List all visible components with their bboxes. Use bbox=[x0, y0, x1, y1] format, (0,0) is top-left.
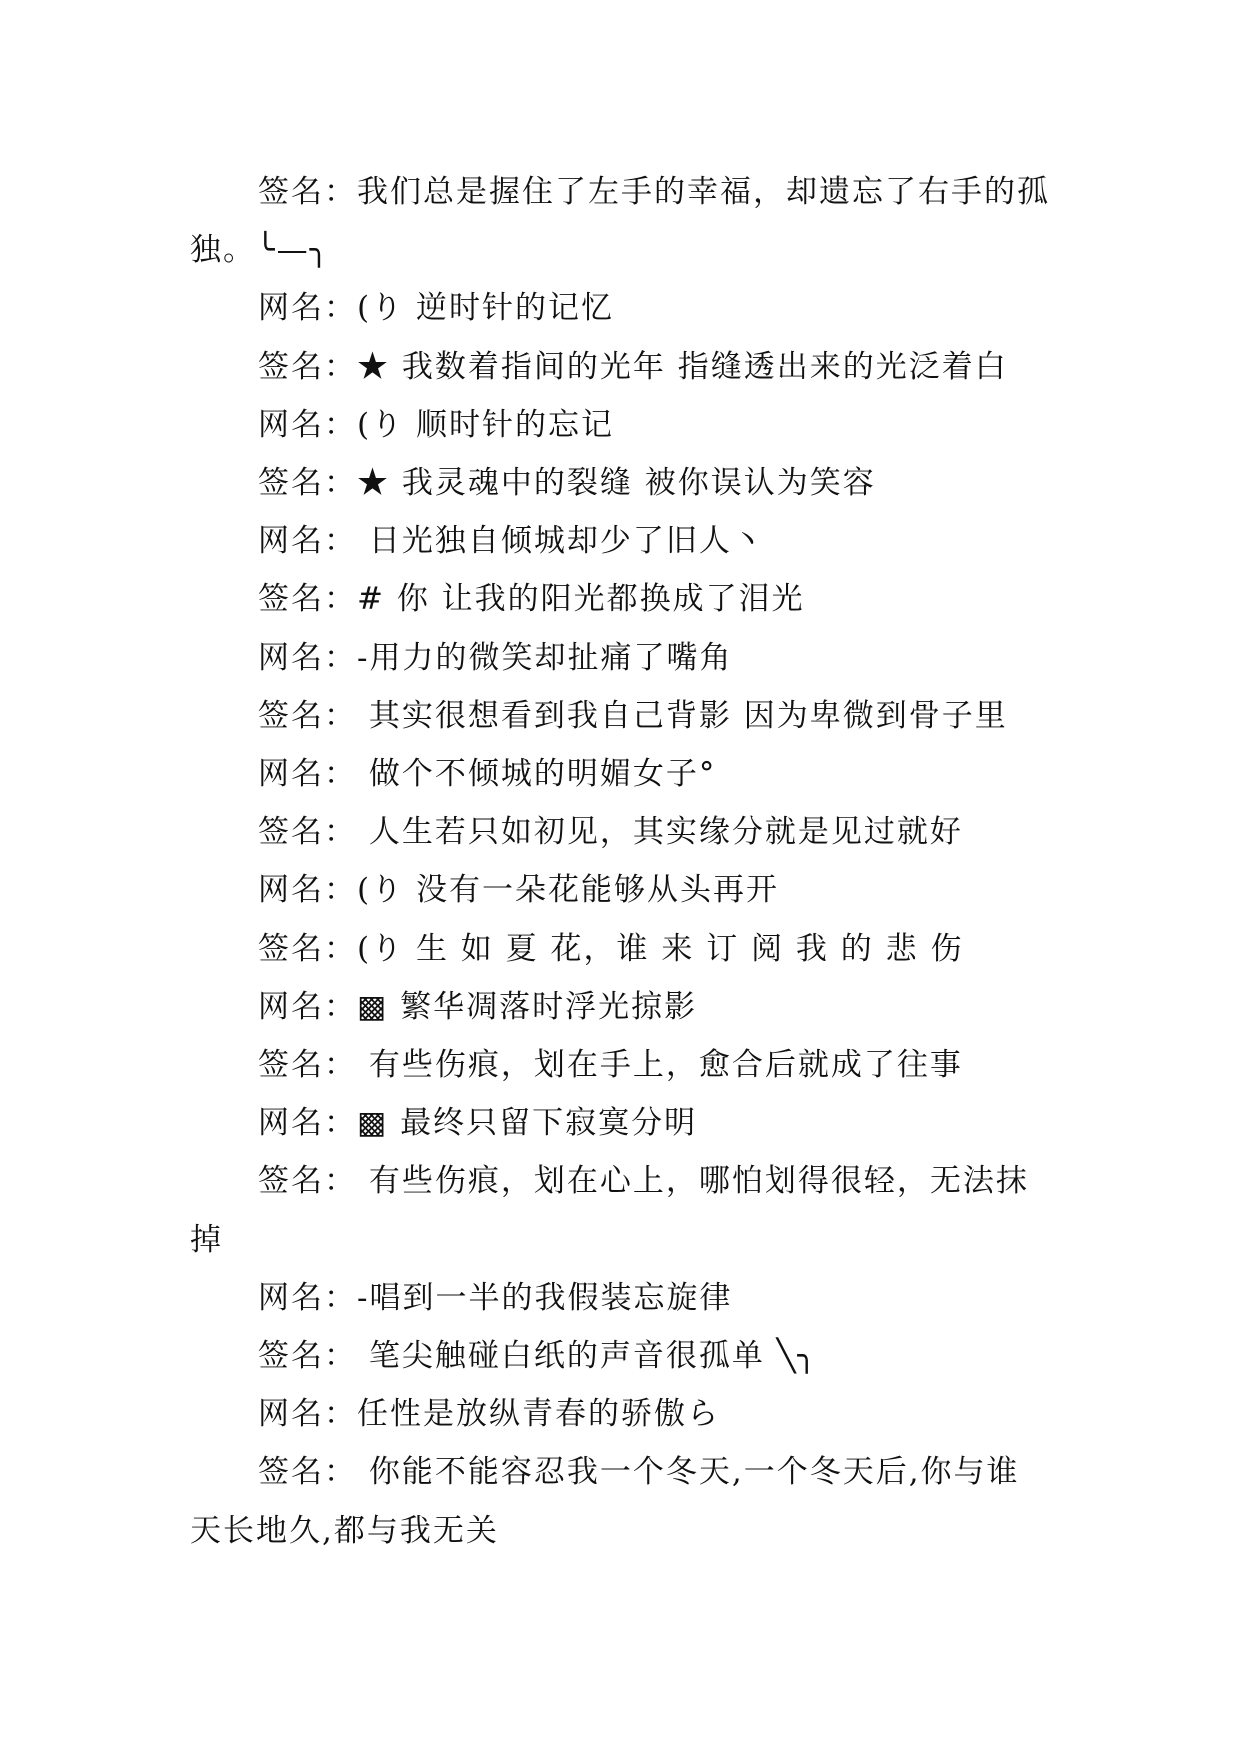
entry-label: 网名 bbox=[258, 756, 324, 793]
entry-separator: ： bbox=[324, 1396, 357, 1433]
entry-separator: ： bbox=[324, 1163, 357, 1200]
signature-paragraph bbox=[190, 338, 1050, 396]
nickname-paragraph bbox=[190, 978, 1050, 1036]
signature-paragraph bbox=[190, 1036, 1050, 1094]
entry-content: (り 没有一朵花能够从头再开 bbox=[357, 872, 779, 909]
entry-label: 签名 bbox=[258, 697, 324, 734]
entry-separator: ： bbox=[324, 988, 357, 1025]
entry-content: 其实很想看到我自己背影 因为卑微到骨子里 bbox=[357, 697, 1008, 734]
document-body bbox=[190, 163, 1050, 1560]
entry-content: (り 生 如 夏 花，谁 来 订 阅 我 的 悲 伤 bbox=[357, 930, 964, 967]
entry-label: 签名 bbox=[258, 348, 324, 385]
entry-label: 网名 bbox=[258, 988, 324, 1025]
entry-separator: ： bbox=[324, 1338, 357, 1375]
entry-label: 网名 bbox=[258, 1279, 324, 1316]
entry-label: 签名 bbox=[258, 465, 324, 502]
nickname-paragraph bbox=[190, 512, 1050, 570]
nickname-paragraph bbox=[190, 396, 1050, 454]
entry-separator: ： bbox=[324, 523, 357, 560]
entry-label: 网名 bbox=[258, 1105, 324, 1142]
signature-paragraph bbox=[190, 687, 1050, 745]
entry-content: ▩ 繁华凋落时浮光掠影 bbox=[357, 988, 698, 1025]
entry-separator: ： bbox=[324, 814, 357, 851]
entry-content: -用力的微笑却扯痛了嘴角 bbox=[357, 639, 733, 676]
entry-label: 签名 bbox=[258, 1454, 324, 1491]
entry-separator: ： bbox=[324, 174, 357, 210]
entry-content: ▩ 最终只留下寂寞分明 bbox=[357, 1105, 698, 1142]
entry-content: 有些伤痕，划在心上，哪怕划得很轻，无法抹掉 bbox=[190, 1163, 1029, 1258]
entry-content: 有些伤痕，划在手上，愈合后就成了往事 bbox=[357, 1047, 963, 1084]
signature-paragraph bbox=[190, 1152, 1050, 1268]
signature-paragraph bbox=[190, 1327, 1050, 1385]
nickname-paragraph bbox=[190, 279, 1050, 337]
entry-content: # 你 让我的阳光都换成了泪光 bbox=[357, 581, 805, 618]
entry-separator: ： bbox=[324, 756, 357, 793]
nickname-paragraph bbox=[190, 861, 1050, 919]
entry-separator: ： bbox=[324, 1047, 357, 1084]
entry-content: 做个不倾城的明媚女子° bbox=[357, 756, 717, 793]
entry-content: 你能不能容忍我一个冬天,一个冬天后,你与谁天长地久,都与我无关 bbox=[190, 1454, 1020, 1549]
entry-separator: ： bbox=[324, 1279, 357, 1316]
entry-content: 日光独自倾城却少了旧人丶 bbox=[357, 523, 765, 560]
nickname-paragraph bbox=[190, 629, 1050, 687]
entry-content: 人生若只如初见，其实缘分就是见过就好 bbox=[357, 814, 963, 851]
entry-separator: ： bbox=[324, 639, 357, 676]
nickname-paragraph bbox=[190, 1269, 1050, 1327]
entry-label: 网名 bbox=[258, 1396, 324, 1433]
signature-paragraph bbox=[190, 570, 1050, 628]
entry-label: 签名 bbox=[258, 1338, 324, 1375]
signature-paragraph bbox=[190, 803, 1050, 861]
entry-separator: ： bbox=[324, 872, 357, 909]
entry-label: 签名 bbox=[258, 930, 324, 967]
entry-label: 网名 bbox=[258, 523, 324, 560]
entry-label: 网名 bbox=[258, 406, 324, 443]
nickname-paragraph bbox=[190, 1094, 1050, 1152]
entry-content: ★ 我灵魂中的裂缝 被你误认为笑容 bbox=[357, 465, 876, 502]
entry-content: ★ 我数着指间的光年 指缝透出来的光泛着白 bbox=[357, 348, 1008, 385]
entry-separator: ： bbox=[324, 930, 357, 967]
entry-label: 签名 bbox=[258, 1163, 324, 1200]
entry-label: 网名 bbox=[258, 639, 324, 676]
entry-label: 网名 bbox=[258, 290, 324, 327]
entry-separator: ： bbox=[324, 348, 357, 385]
signature-paragraph bbox=[190, 920, 1050, 978]
entry-content: 笔尖触碰白纸的声音很孤单 ╲╮ bbox=[357, 1338, 819, 1375]
entry-label: 签名 bbox=[258, 581, 324, 618]
entry-label: 签名 bbox=[258, 174, 324, 210]
entry-content: -唱到一半的我假装忘旋律 bbox=[357, 1279, 733, 1316]
entry-separator: ： bbox=[324, 465, 357, 502]
signature-paragraph bbox=[190, 163, 1050, 279]
entry-label: 签名 bbox=[258, 814, 324, 851]
nickname-paragraph bbox=[190, 745, 1050, 803]
signature-paragraph bbox=[190, 454, 1050, 512]
entry-content: (り 逆时针的记忆 bbox=[357, 290, 614, 327]
signature-paragraph bbox=[190, 1443, 1050, 1559]
entry-content: 我们总是握住了左手的幸福，却遗忘了右手的孤独。╰—╮ bbox=[190, 174, 1050, 269]
nickname-paragraph bbox=[190, 1385, 1050, 1443]
entry-separator: ： bbox=[324, 406, 357, 443]
entry-separator: ： bbox=[324, 1105, 357, 1142]
entry-label: 签名 bbox=[258, 1047, 324, 1084]
entry-separator: ： bbox=[324, 290, 357, 327]
entry-separator: ： bbox=[324, 1454, 357, 1491]
entry-separator: ： bbox=[324, 581, 357, 618]
entry-separator: ： bbox=[324, 697, 357, 734]
entry-content: 任性是放纵青春的骄傲ら bbox=[357, 1396, 720, 1433]
entry-label: 网名 bbox=[258, 872, 324, 909]
entry-content: (り 顺时针的忘记 bbox=[357, 406, 614, 443]
